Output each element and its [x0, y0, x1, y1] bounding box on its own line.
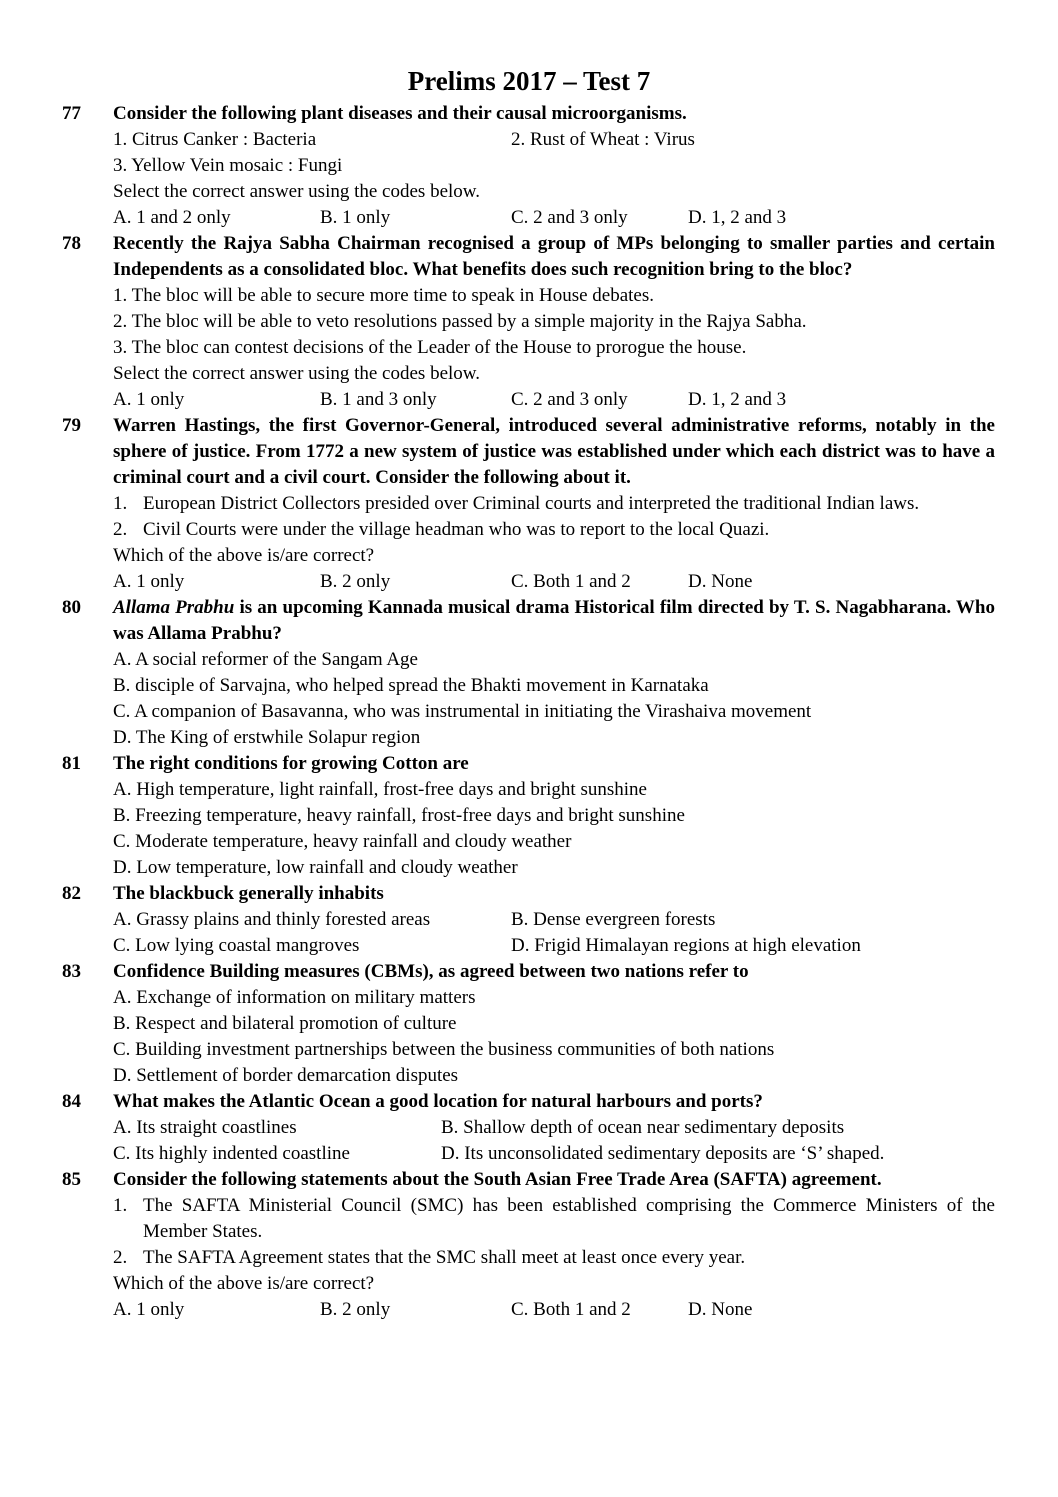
- question-number: 78: [62, 233, 81, 254]
- question-stem: The blackbuck generally inhabits: [113, 883, 384, 904]
- question-stem: The right conditions for growing Cotton are: [113, 753, 469, 774]
- question-number: 85: [62, 1169, 81, 1190]
- option-c: C. Building investment partnerships between the business communities of both nations: [113, 1039, 775, 1060]
- statement: 1. The bloc will be able to secure more time to speak in House debates.: [113, 285, 654, 306]
- option-a: A. 1 only: [113, 1299, 185, 1320]
- question-list: [62, 101, 995, 1323]
- question-85: [62, 1167, 995, 1323]
- question-stem: What makes the Atlantic Ocean a good location for natural harbours and ports?: [113, 1091, 763, 1112]
- statement-1: [113, 1193, 995, 1245]
- option-c: C. 2 and 3 only: [511, 207, 628, 228]
- question-stem: Confidence Building measures (CBMs), as agreed between two nations refer to: [113, 961, 749, 982]
- instruction: Select the correct answer using the codes below.: [113, 181, 481, 202]
- option-b: B. Freezing temperature, heavy rainfall, frost-free days and bright sunshine: [113, 805, 685, 826]
- question-83: [62, 959, 995, 1089]
- instruction: Which of the above is/are correct?: [113, 1273, 375, 1294]
- question-number: 77: [62, 103, 81, 124]
- question-stem: Recently the Rajya Sabha Chairman recognised a group of MPs belonging to smaller parties and certain Independents as a consolidated bloc. What benefits does such recognition bring to the bloc?: [113, 233, 995, 280]
- question-number: 82: [62, 883, 81, 904]
- option-b: B. 2 only: [320, 1299, 391, 1320]
- statement: 2. Rust of Wheat : Virus: [511, 129, 695, 150]
- option-d: D. Settlement of border demarcation disputes: [113, 1065, 459, 1086]
- statement-text: The SAFTA Agreement states that the SMC shall meet at least once every year.: [143, 1247, 746, 1268]
- option-a: A. 1 only: [113, 571, 185, 592]
- option-d: D. Frigid Himalayan regions at high elevation: [511, 935, 861, 956]
- option-c: C. Its highly indented coastline: [113, 1143, 350, 1164]
- option-d: D. Its unconsolidated sedimentary deposits are ‘S’ shaped.: [441, 1143, 885, 1164]
- question-79: [62, 413, 995, 595]
- question-78: [62, 231, 995, 413]
- option-c: C. Both 1 and 2: [511, 571, 631, 592]
- question-number: 79: [62, 415, 81, 436]
- option-a: A. Exchange of information on military matters: [113, 987, 476, 1008]
- option-b: B. disciple of Sarvajna, who helped spread the Bhakti movement in Karnataka: [113, 675, 709, 696]
- option-c: C. 2 and 3 only: [511, 389, 628, 410]
- question-stem: [113, 595, 995, 647]
- option-a: A. A social reformer of the Sangam Age: [113, 649, 418, 670]
- statement-2: [113, 1245, 995, 1271]
- option-c: C. Low lying coastal mangroves: [113, 935, 360, 956]
- instruction: Which of the above is/are correct?: [113, 545, 375, 566]
- option-d: D. Low temperature, low rainfall and cloudy weather: [113, 857, 518, 878]
- question-82: [62, 881, 995, 959]
- option-c: C. Both 1 and 2: [511, 1299, 631, 1320]
- film-title: Allama Prabhu: [113, 597, 235, 618]
- option-c: C. A companion of Basavanna, who was instrumental in initiating the Virashaiva movement: [113, 701, 812, 722]
- statement-text: The SAFTA Ministerial Council (SMC) has been established comprising the Commerce Ministers of the Member States.: [143, 1195, 995, 1242]
- option-b: B. 2 only: [320, 571, 391, 592]
- option-b: B. Respect and bilateral promotion of culture: [113, 1013, 457, 1034]
- option-b: B. 1 and 3 only: [320, 389, 437, 410]
- statement-2: [113, 517, 995, 543]
- stem-text: is an upcoming Kannada musical drama Historical film directed by T. S. Nagabharana. Who was Allama Prabhu?: [113, 597, 995, 644]
- question-80: [62, 595, 995, 751]
- question-number: 83: [62, 961, 81, 982]
- option-a: A. 1 only: [113, 389, 185, 410]
- option-a: A. High temperature, light rainfall, frost-free days and bright sunshine: [113, 779, 647, 800]
- statement-number: 1.: [113, 1195, 128, 1216]
- statement: 1. Citrus Canker : Bacteria: [113, 129, 317, 150]
- instruction: Select the correct answer using the codes below.: [113, 363, 481, 384]
- option-a: A. 1 and 2 only: [113, 207, 231, 228]
- statement-text: Civil Courts were under the village headman who was to report to the local Quazi.: [143, 519, 770, 540]
- statement: 3. Yellow Vein mosaic : Fungi: [113, 155, 343, 176]
- statement: 3. The bloc can contest decisions of the Leader of the House to prorogue the house.: [113, 337, 747, 358]
- option-d: D. 1, 2 and 3: [688, 389, 787, 410]
- option-d: D. None: [688, 1299, 753, 1320]
- statement-number: 2.: [113, 1247, 128, 1268]
- question-81: [62, 751, 995, 881]
- question-77: [62, 101, 995, 231]
- statement-number: 2.: [113, 519, 128, 540]
- statement: 2. The bloc will be able to veto resolutions passed by a simple majority in the Rajya Sabha.: [113, 311, 807, 332]
- option-a: A. Its straight coastlines: [113, 1117, 297, 1138]
- question-number: 81: [62, 753, 81, 774]
- question-84: [62, 1089, 995, 1167]
- option-b: B. Dense evergreen forests: [511, 909, 716, 930]
- option-c: C. Moderate temperature, heavy rainfall and cloudy weather: [113, 831, 572, 852]
- option-b: B. 1 only: [320, 207, 391, 228]
- statement-1: [113, 491, 995, 517]
- option-d: D. 1, 2 and 3: [688, 207, 787, 228]
- statement-text: European District Collectors presided over Criminal courts and interpreted the traditional Indian laws.: [143, 493, 920, 514]
- question-number: 80: [62, 597, 81, 618]
- option-d: D. None: [688, 571, 753, 592]
- question-number: 84: [62, 1091, 81, 1112]
- statement-number: 1.: [113, 493, 128, 514]
- option-d: D. The King of erstwhile Solapur region: [113, 727, 421, 748]
- question-stem: Consider the following plant diseases and their causal microorganisms.: [113, 103, 687, 124]
- option-b: B. Shallow depth of ocean near sedimentary deposits: [441, 1117, 845, 1138]
- question-stem: Consider the following statements about the South Asian Free Trade Area (SAFTA) agreement.: [113, 1169, 882, 1190]
- page-title: Prelims 2017 – Test 7: [407, 66, 651, 96]
- question-stem: Warren Hastings, the first Governor-General, introduced several administrative reforms, notably in the sphere of justice. From 1772 a new system of justice was established under which each district was to have a criminal court and a civil court. Consider the following about it.: [113, 415, 995, 488]
- option-a: A. Grassy plains and thinly forested areas: [113, 909, 431, 930]
